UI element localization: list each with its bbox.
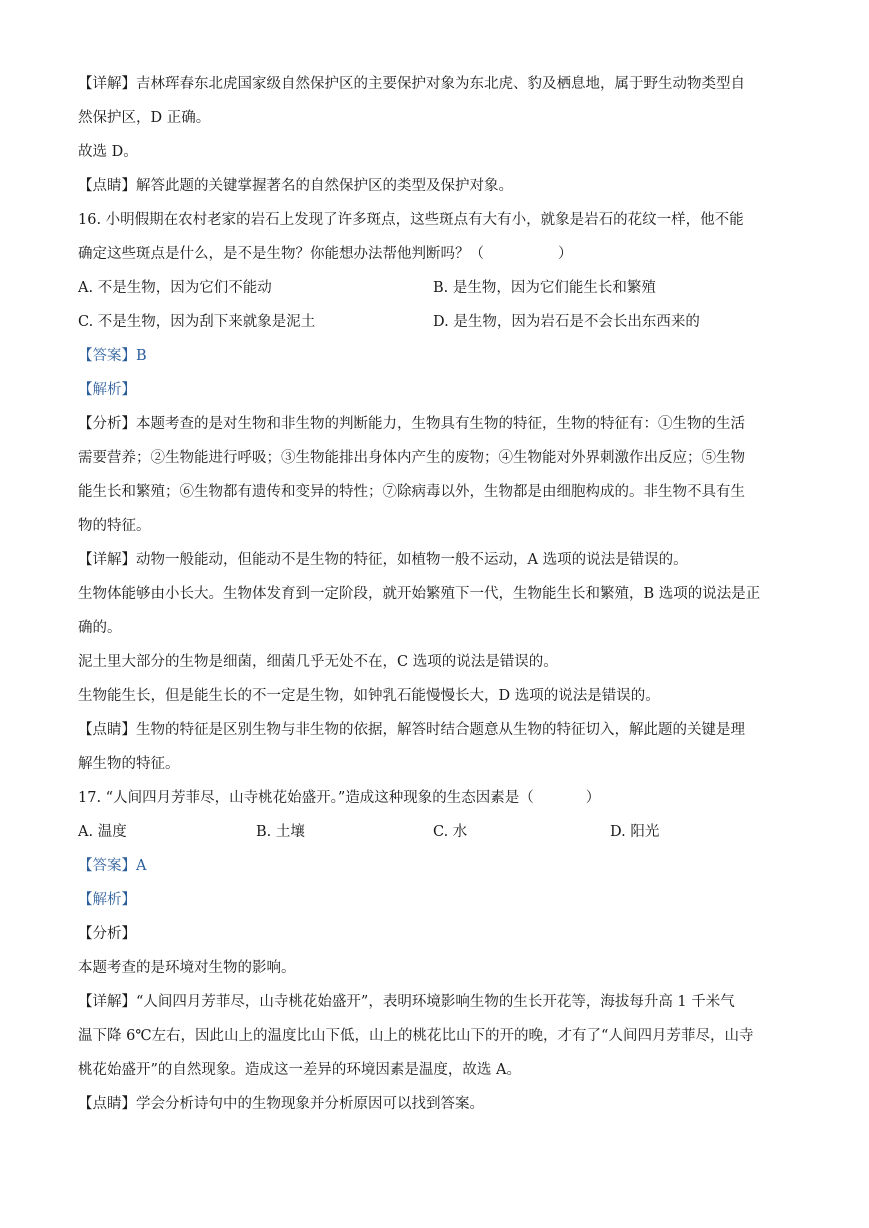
q16-detail-line-1 [78, 550, 688, 570]
q16-option-c: C. 不是生物，因为刮下来就象是泥土 [78, 314, 316, 330]
q16-comment-text-1: 生物的特征是区别生物与非生物的依据，解答时结合题意从生物的特征切入，解此题的关键是理 [136, 722, 745, 738]
q16-answer-value: B [136, 348, 147, 364]
q16-comment-line-2: 解生物的特征。 [78, 756, 180, 772]
q17-option-b: B. 土壤 [256, 824, 305, 840]
q16-answer [78, 346, 147, 366]
q16-analysis-label: 【解析】 [78, 382, 136, 398]
q16-detail-line-3: 确的。 [78, 620, 122, 636]
q16-detail-label: 【详解】 [78, 552, 136, 568]
q16-detail-line-4: 泥土里大部分的生物是细菌，细菌几乎无处不在，C 选项的说法是错误的。 [78, 654, 558, 670]
q16-fenxi-line-3: 能生长和繁殖；⑥生物都有遗传和变异的特性；⑦除病毒以外，生物都是由细胞构成的。非生物不具有生 [78, 484, 745, 500]
q17-stem-text: 17. “人间四月芳菲尽，山寺桃花始盛开。”造成这种现象的生态因素是（ [78, 790, 534, 806]
q16-fenxi-line-4: 物的特征。 [78, 518, 151, 534]
q17-detail-label: 【详解】 [78, 994, 136, 1010]
q17-detail-line-2: 温下降 6℃左右，因此山上的温度比山下低，山上的桃花比山下的开的晚，才有了“人间四月芳菲尽，山寺 [78, 1028, 754, 1044]
q16-stem-text: 确定这些斑点是什么，是不是生物？你能想办法帮他判断吗？（ [78, 246, 484, 262]
q17-detail-line-1 [78, 992, 735, 1012]
q16-fenxi-label: 【分析】 [78, 416, 136, 432]
q15-comment-label: 【点睛】 [78, 178, 136, 194]
q16-fenxi-line-1 [78, 414, 745, 434]
q16-detail-line-5: 生物能生长，但是能生长的不一定是生物，如钟乳石能慢慢长大，D 选项的说法是错误的。 [78, 688, 660, 704]
q15-detail-label: 【详解】 [78, 76, 136, 92]
q15-detail-line-2: 然保护区，D 正确。 [78, 110, 211, 126]
q16-fenxi-line-2: 需要营养；②生物能进行呼吸；③生物能排出身体内产生的废物；④生物能对外界刺激作出反应；⑤生物 [78, 450, 745, 466]
q15-detail-line-1 [78, 74, 745, 94]
q17-detail-line-3: 桃花始盛开”的自然现象。造成这一差异的环境因素是温度，故选 A。 [78, 1062, 521, 1078]
q16-fenxi-text-1: 本题考查的是对生物和非生物的判断能力，生物具有生物的特征，生物的特征有：①生物的生活 [136, 416, 745, 432]
q16-stem-close: ） [558, 246, 573, 262]
q17-option-d: D. 阳光 [610, 824, 660, 840]
q17-option-c: C. 水 [433, 824, 468, 840]
q16-detail-line-2: 生物体能够由小长大。生物体发育到一定阶段，就开始繁殖下一代，生物能生长和繁殖，B 选项的说法是正 [78, 586, 761, 602]
q17-comment-label: 【点睛】 [78, 1096, 136, 1112]
q16-option-d: D. 是生物，因为岩石是不会长出东西来的 [433, 314, 700, 330]
q17-answer-label: 【答案】 [78, 858, 136, 874]
q16-comment-line-1 [78, 720, 745, 740]
q16-option-a: A. 不是生物，因为它们不能动 [78, 280, 272, 296]
q16-option-b: B. 是生物，因为它们能生长和繁殖 [433, 280, 656, 296]
q15-comment-text: 解答此题的关键掌握著名的自然保护区的类型及保护对象。 [136, 178, 513, 194]
q16-comment-label: 【点睛】 [78, 722, 136, 738]
q17-detail-text-1: “人间四月芳菲尽，山寺桃花始盛开”，表明环境影响生物的生长开花等，海拔每升高 1 千米气 [136, 994, 735, 1010]
q16-stem-line-2 [78, 244, 573, 264]
q17-answer-value: A [136, 858, 147, 874]
q17-comment [78, 1094, 484, 1114]
q17-stem [78, 788, 600, 808]
q17-answer [78, 856, 146, 876]
q17-comment-text: 学会分析诗句中的生物现象并分析原因可以找到答案。 [136, 1096, 484, 1112]
q17-fenxi-label: 【分析】 [78, 926, 136, 942]
q17-option-a: A. 温度 [78, 824, 127, 840]
q17-fenxi-text: 本题考查的是环境对生物的影响。 [78, 960, 296, 976]
q15-conclusion: 故选 D。 [78, 144, 138, 160]
q16-answer-label: 【答案】 [78, 348, 136, 364]
q15-comment [78, 176, 513, 196]
q17-analysis-label: 【解析】 [78, 892, 136, 908]
q16-detail-text-1: 动物一般能动，但能动不是生物的特征，如植物一般不运动，A 选项的说法是错误的。 [136, 552, 688, 568]
q15-detail-text-1: 吉林珲春东北虎国家级自然保护区的主要保护对象为东北虎、豹及栖息地，属于野生动物类型自 [136, 76, 745, 92]
q16-stem-line-1: 16. 小明假期在农村老家的岩石上发现了许多斑点，这些斑点有大有小，就象是岩石的花纹一样，他不能 [78, 212, 744, 228]
q17-stem-close: ） [585, 790, 601, 806]
